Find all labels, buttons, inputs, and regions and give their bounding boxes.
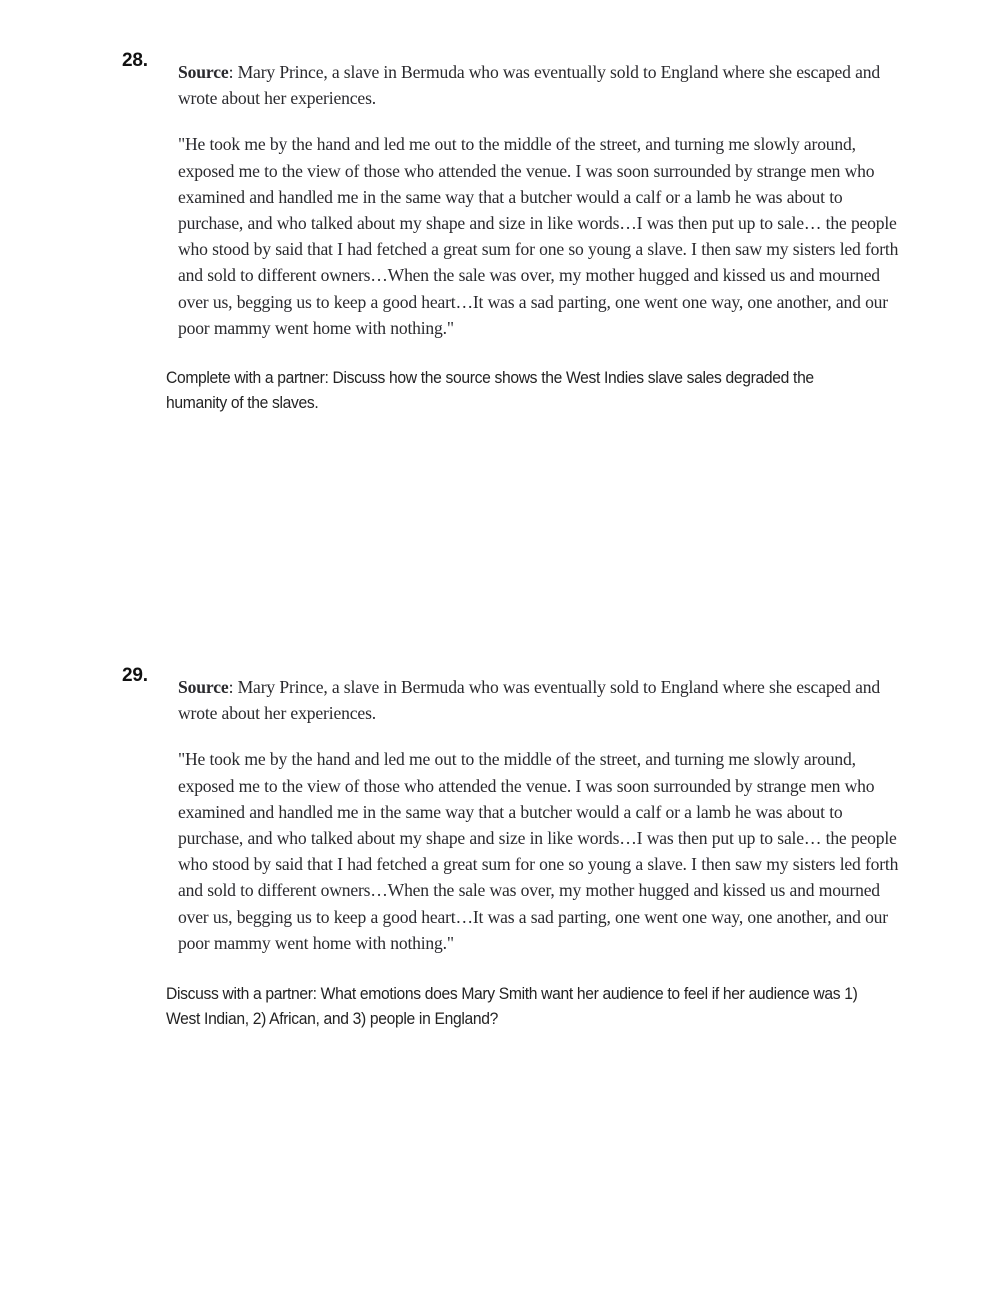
source-line-28 <box>178 59 900 111</box>
item-number-29: 29. <box>122 665 148 686</box>
source-quote-29: "He took me by the hand and led me out to the middle of the street, and turning me slowly around, exposed me to the view of those who attended the venue. I was soon surrounded by strange men who examined and handled me in the same way that a butcher would a calf or a lamb he was about to purchase, and who talked about my shape and size in like words…I was then put up to sale… the people who stood by said that I had fetched a great sum for one so young a slave. I then saw my sisters led forth and sold to different owners…When the sale was over, my mother hugged and kissed us and mourned over us, begging us to keep a good heart…It was a sad parting, one went one way, one another, and our poor mammy went home with nothing." <box>178 749 899 953</box>
source-line-29 <box>178 674 900 726</box>
source-text-28: : Mary Prince, a slave in Bermuda who was eventually sold to England where she escaped and wrote about her experiences. <box>178 62 881 109</box>
source-excerpt-29 <box>178 674 900 956</box>
item-number-28: 28. <box>122 50 148 71</box>
source-excerpt-28 <box>178 59 900 341</box>
task-instruction-29: Discuss with a partner: What emotions does Mary Smith want her audience to feel if her audience was 1) West Indian, 2) African, and 3) people in England? <box>166 985 858 1028</box>
source-label-29: Source <box>178 677 229 697</box>
source-label-28: Source <box>178 62 229 82</box>
source-text-29: : Mary Prince, a slave in Bermuda who was eventually sold to England where she escaped and wrote about her experiences. <box>178 677 881 724</box>
source-quote-28: "He took me by the hand and led me out to the middle of the street, and turning me slowly around, exposed me to the view of those who attended the venue. I was soon surrounded by strange men who examined and handled me in the same way that a butcher would a calf or a lamb he was about to purchase, and who talked about my shape and size in like words…I was then put up to sale… the people who stood by said that I had fetched a great sum for one so young a slave. I then saw my sisters led forth and sold to different owners…When the sale was over, my mother hugged and kissed us and mourned over us, begging us to keep a good heart…It was a sad parting, one went one way, one another, and our poor mammy went home with nothing." <box>178 134 899 338</box>
task-instruction-28: Complete with a partner: Discuss how the source shows the West Indies slave sales degraded the humanity of the slaves. <box>166 369 814 412</box>
